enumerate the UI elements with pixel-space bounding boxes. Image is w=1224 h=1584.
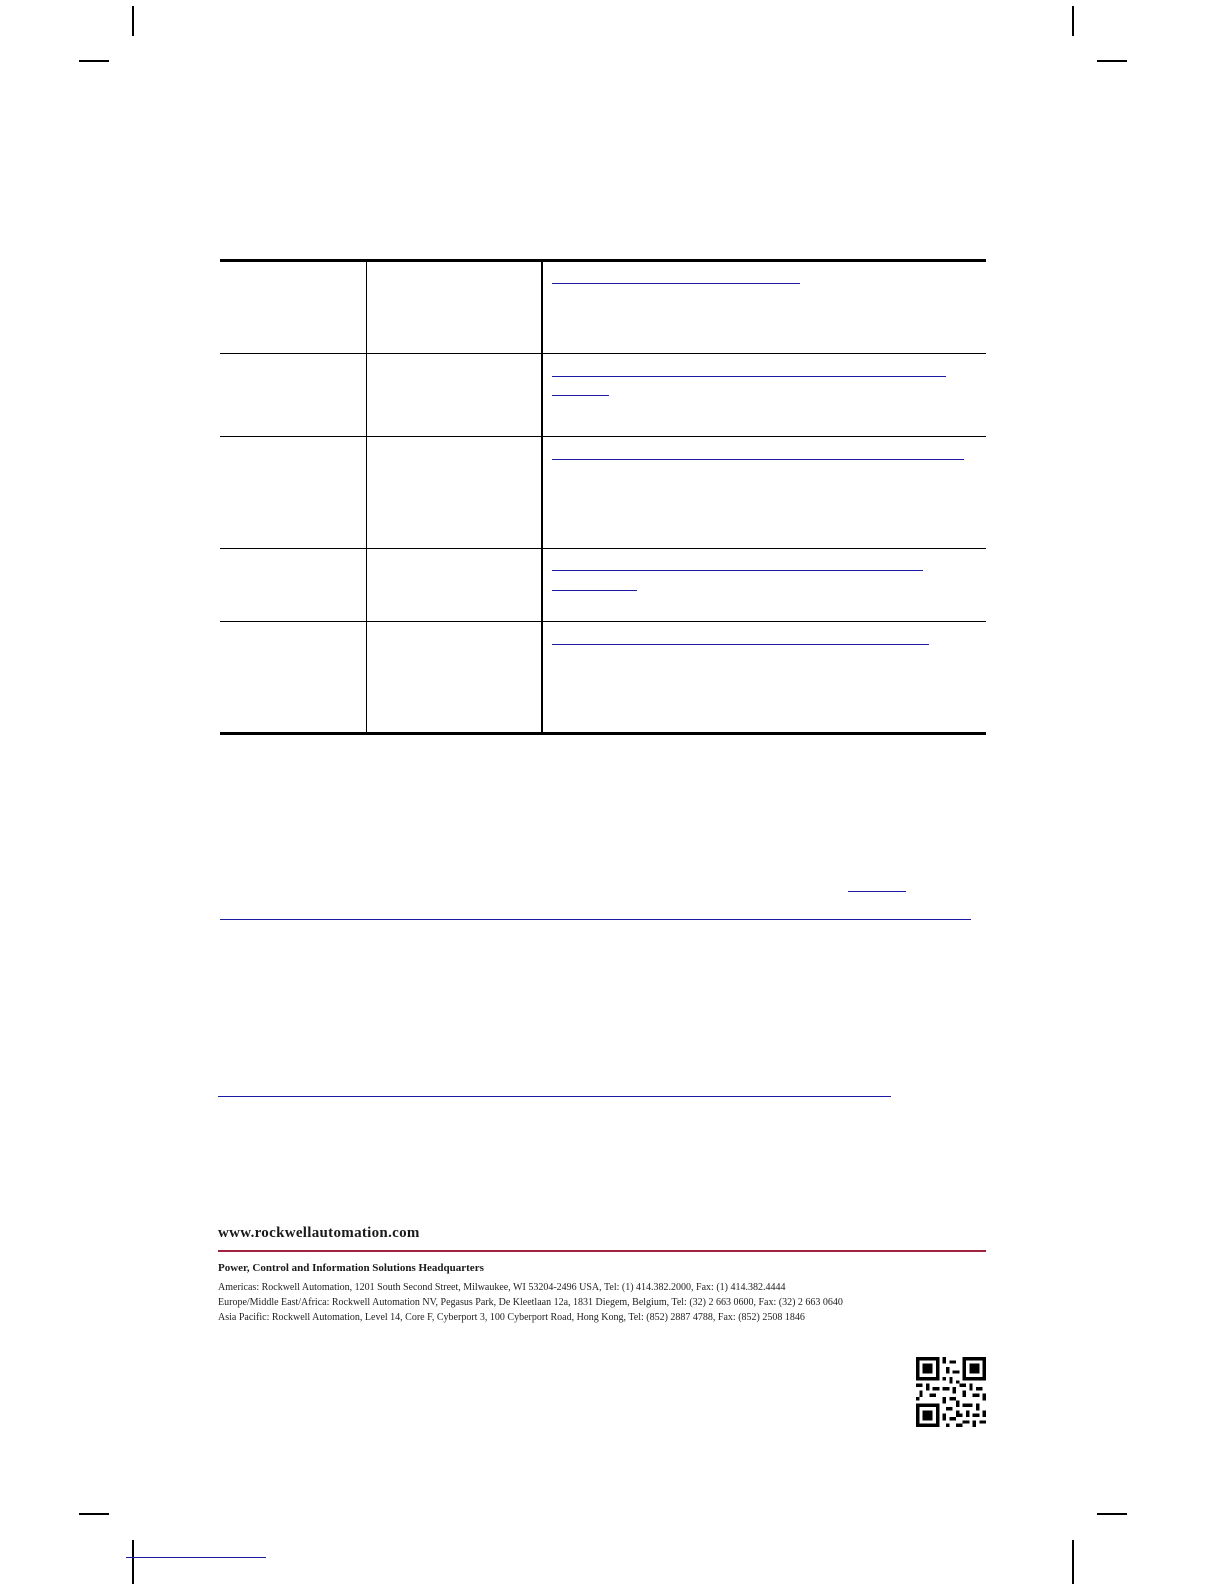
body-link-long[interactable] xyxy=(220,919,971,920)
crop-mark-top-left-vertical xyxy=(132,6,134,36)
resource-link-4[interactable] xyxy=(552,570,923,571)
body-link-short[interactable] xyxy=(848,891,906,892)
website-url[interactable]: www.rockwellautomation.com xyxy=(218,1225,420,1241)
resource-link-3[interactable] xyxy=(552,459,964,460)
crop-mark-bottom-right-horizontal xyxy=(1097,1513,1127,1515)
address-apac: Asia Pacific: Rockwell Automation, Level 14, Core F, Cyberport 3, 100 Cyberport Road, Hong Kong, Tel: (852) 2887 4788, Fax: (852) 2508 1846 xyxy=(218,1312,805,1323)
crop-mark-bottom-right-vertical xyxy=(1072,1540,1074,1584)
table-row xyxy=(220,549,986,622)
table-bottom-rule xyxy=(220,732,986,735)
address-emea: Europe/Middle East/Africa: Rockwell Automation NV, Pegasus Park, De Kleetlaan 12a, 1831 Diegem, Belgium, Tel: (32) 2 663 0600, Fax: (32) 2 663 0640 xyxy=(218,1297,843,1308)
table-row xyxy=(220,262,986,354)
column-divider xyxy=(541,261,543,732)
crop-mark-bottom-left-horizontal xyxy=(79,1513,109,1515)
feedback-link[interactable] xyxy=(218,1096,891,1097)
table-row xyxy=(220,437,986,549)
page-bottom-link[interactable] xyxy=(126,1557,266,1558)
headquarters-title: Power, Control and Information Solutions Headquarters xyxy=(218,1262,484,1274)
resource-link-2[interactable] xyxy=(552,376,946,377)
qr-code-icon xyxy=(916,1357,986,1427)
resource-link-2-continued[interactable] xyxy=(552,395,609,396)
address-americas: Americas: Rockwell Automation, 1201 South Second Street, Milwaukee, WI 53204-2496 USA, Tel: (1) 414.382.2000, Fax: (1) 414.382.4444 xyxy=(218,1282,786,1293)
resource-link-5[interactable] xyxy=(552,644,929,645)
crop-mark-top-right-vertical xyxy=(1072,6,1074,36)
crop-mark-top-right-horizontal xyxy=(1097,60,1127,62)
resource-link-4-continued[interactable] xyxy=(552,590,637,591)
crop-mark-bottom-left-vertical xyxy=(132,1540,134,1584)
resource-link-1[interactable] xyxy=(552,283,800,284)
column-divider xyxy=(366,261,367,732)
crop-mark-top-left-horizontal xyxy=(79,60,109,62)
footer-divider xyxy=(218,1250,986,1252)
table-row xyxy=(220,622,986,732)
